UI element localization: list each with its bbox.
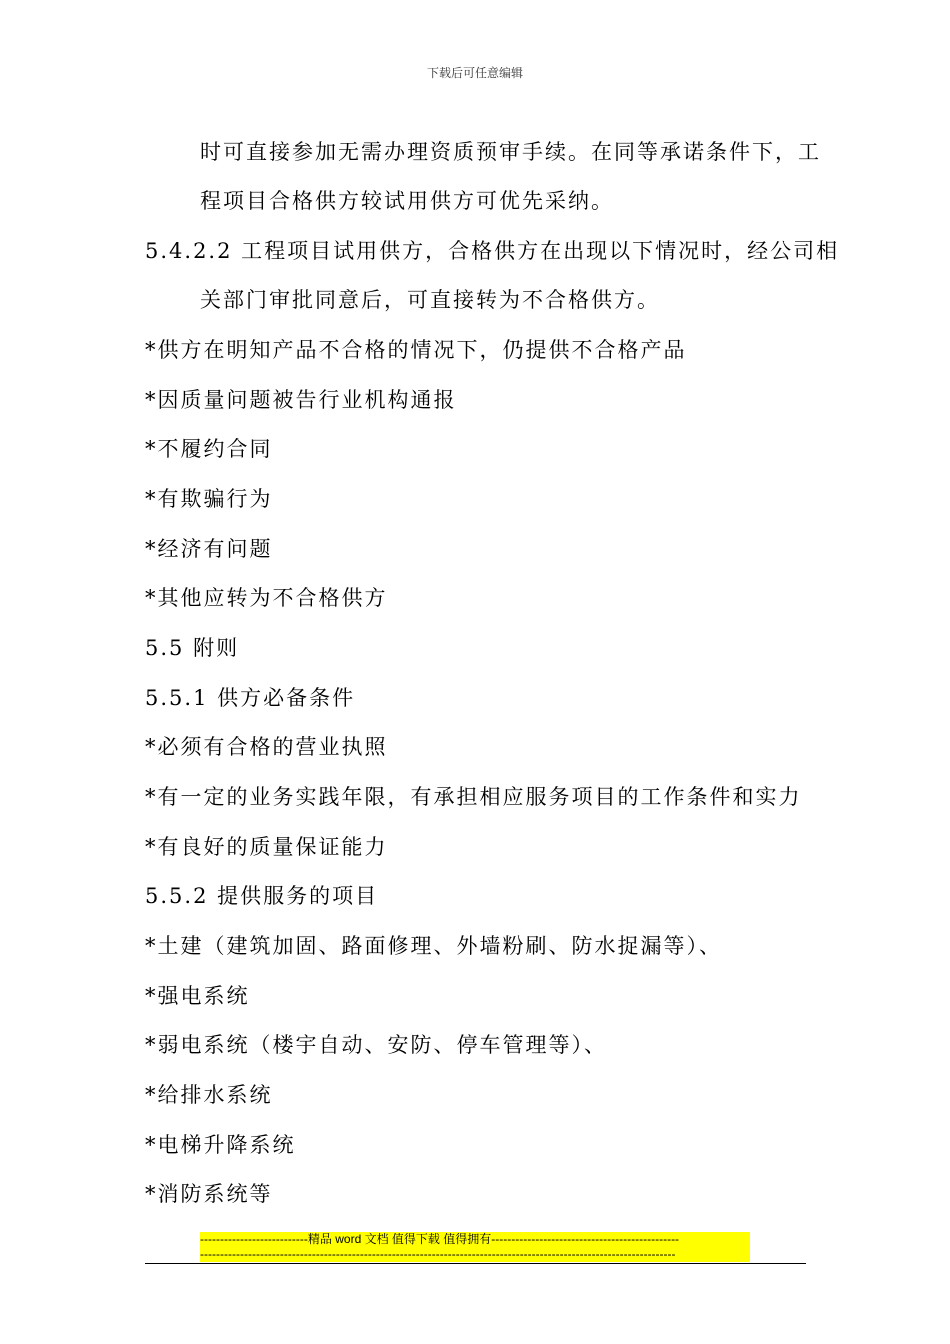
body-line-15: *有良好的质量保证能力: [145, 835, 388, 859]
footer-banner-line-2: -----------------------------------------------------------------------------------------------------------------------: [200, 1247, 750, 1262]
footer-banner-line-1: ---------------------------精品 word 文档 值得下载 值得拥有-----------------------------------------------: [200, 1232, 750, 1247]
section-heading-5-5-2: 5.5.2 提供服务的项目: [145, 884, 379, 908]
body-line-4: 关部门审批同意后，可直接转为不合格供方。: [200, 288, 660, 312]
body-line-17: *土建（建筑加固、路面修理、外墙粉刷、防水捉漏等）、: [145, 934, 722, 958]
body-line-22: *消防系统等: [145, 1182, 273, 1206]
section-heading-5-5: 5.5 附则: [145, 636, 240, 660]
page-header: 下载后可任意编辑: [426, 66, 523, 80]
body-line-13: *必须有合格的营业执照: [145, 735, 388, 759]
body-line-6: *因质量问题被告行业机构通报: [145, 388, 457, 412]
body-line-14: *有一定的业务实践年限，有承担相应服务项目的工作条件和实力: [145, 785, 802, 809]
body-line-19: *弱电系统（楼宇自动、安防、停车管理等）、: [145, 1033, 607, 1057]
body-line-21: *电梯升降系统: [145, 1133, 296, 1157]
footer-divider: [145, 1263, 806, 1264]
body-line-20: *给排水系统: [145, 1083, 273, 1107]
section-heading-5-5-1: 5.5.1 供方必备条件: [145, 686, 356, 710]
body-line-7: *不履约合同: [145, 437, 273, 461]
body-line-9: *经济有问题: [145, 537, 273, 561]
body-line-1: 时可直接参加无需办理资质预审手续。在同等承诺条件下，工: [200, 140, 821, 164]
body-line-8: *有欺骗行为: [145, 487, 273, 511]
body-line-5: *供方在明知产品不合格的情况下，仍提供不合格产品: [145, 338, 687, 362]
body-line-18: *强电系统: [145, 984, 250, 1008]
body-line-3: 5.4.2.2 工程项目试用供方，合格供方在出现以下情况时，经公司相: [145, 239, 840, 263]
body-line-2: 程项目合格供方较试用供方可优先采纳。: [200, 189, 614, 213]
body-line-10: *其他应转为不合格供方: [145, 586, 388, 610]
